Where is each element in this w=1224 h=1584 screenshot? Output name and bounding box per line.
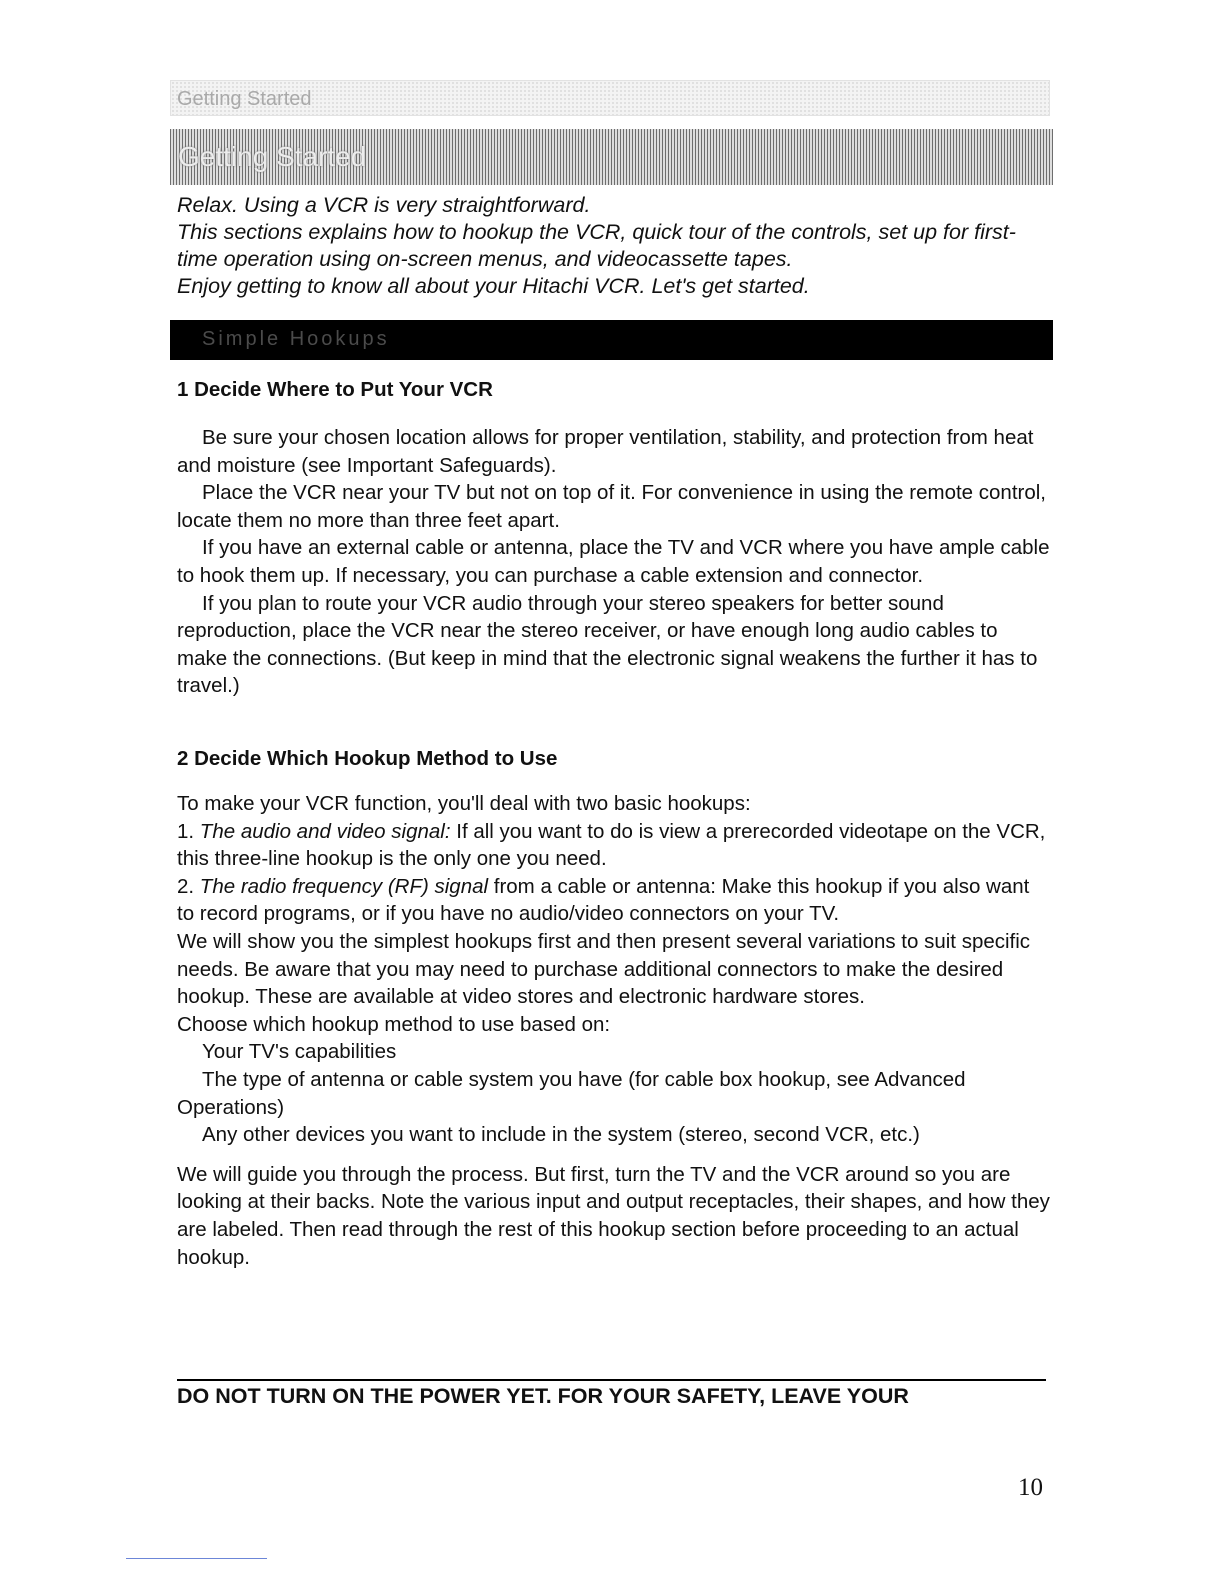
criteria-item: The type of antenna or cable system you have (for cable box hookup, see Advanced Operations) <box>177 1067 966 1119</box>
item-text: from a cable or antenna: Make this hookup if you also want to record programs, or if you have no audio/video connectors on your TV. <box>177 874 1030 926</box>
step1-paragraph: Place the VCR near your TV but not on top of it. For convenience in using the remote control, locate them no more than three feet apart. <box>177 481 1047 532</box>
variations-paragraph: We will show you the simplest hookups first and then present several variations to suit specific needs. Be aware that you may need to purchase additional connectors to make the desired hookup. These are available at video stores and electronic hardware stores. <box>177 929 1031 1009</box>
running-header <box>170 80 1050 116</box>
criteria-item: Your TV's capabilities <box>202 1040 397 1064</box>
intro-block <box>177 192 1047 300</box>
section-title-bar <box>170 129 1053 185</box>
criteria-item: Any other devices you want to include in the system (stereo, second VCR, etc.) <box>202 1123 920 1147</box>
hookup-item-rf <box>177 873 1052 928</box>
step1-paragraph: Be sure your chosen location allows for proper ventilation, stability, and protection from heat and moisture (see Important Safeguards). <box>177 426 1034 477</box>
subsection-title: Simple Hookups <box>202 328 390 350</box>
choose-lead: Choose which hookup method to use based on: <box>177 1012 611 1036</box>
warning-rule <box>177 1379 1046 1381</box>
intro-line: This sections explains how to hookup the VCR, quick tour of the controls, set up for first-time operation using on-screen menus, and videocassette tapes. <box>177 220 1016 271</box>
step1-body <box>177 424 1052 700</box>
step2-lead: To make your VCR function, you'll deal with two basic hookups: <box>177 792 751 815</box>
item-text: If all you want to do is view a prerecorded videotape on the VCR, this three-line hookup is the only one you need. <box>177 819 1046 871</box>
guide-paragraph: We will guide you through the process. But first, turn the TV and the VCR around so you are looking at their backs. Note the various input and output receptacles, their shapes, and how they are labeled. Then read through the rest of this hookup section before proceeding to an actual hookup. <box>177 1162 1050 1269</box>
running-header-text: Getting Started <box>177 88 312 110</box>
subsection-title-bar <box>170 320 1053 360</box>
hookup-item-av <box>177 818 1052 873</box>
page-number: 10 <box>1018 1474 1043 1501</box>
item-term: The audio and video signal: <box>199 819 451 843</box>
step1-heading: 1 Decide Where to Put Your VCR <box>177 378 493 401</box>
item-term: The radio frequency (RF) signal <box>199 874 489 898</box>
intro-line: Enjoy getting to know all about your Hitachi VCR. Let's get started. <box>177 274 810 298</box>
section-title: Getting Started <box>178 141 367 172</box>
footer-line <box>126 1558 267 1559</box>
step1-paragraph: If you plan to route your VCR audio through your stereo speakers for better sound reproduction, place the VCR near the stereo receiver, or have enough long audio cables to make the connections. (But keep in mind that the electronic signal weakens the further it has to travel.) <box>177 591 1038 698</box>
item-number: 2. <box>177 874 200 898</box>
step2-heading: 2 Decide Which Hookup Method to Use <box>177 747 558 770</box>
item-number: 1. <box>177 819 200 843</box>
step1-paragraph: If you have an external cable or antenna, place the TV and VCR where you have ample cable to hook them up. If necessary, you can purchase a cable extension and connector. <box>177 536 1050 587</box>
intro-line: Relax. Using a VCR is very straightforward. <box>177 193 591 217</box>
step2-body <box>177 790 1052 1271</box>
power-warning: DO NOT TURN ON THE POWER YET. FOR YOUR SAFETY, LEAVE YOUR <box>177 1384 909 1408</box>
